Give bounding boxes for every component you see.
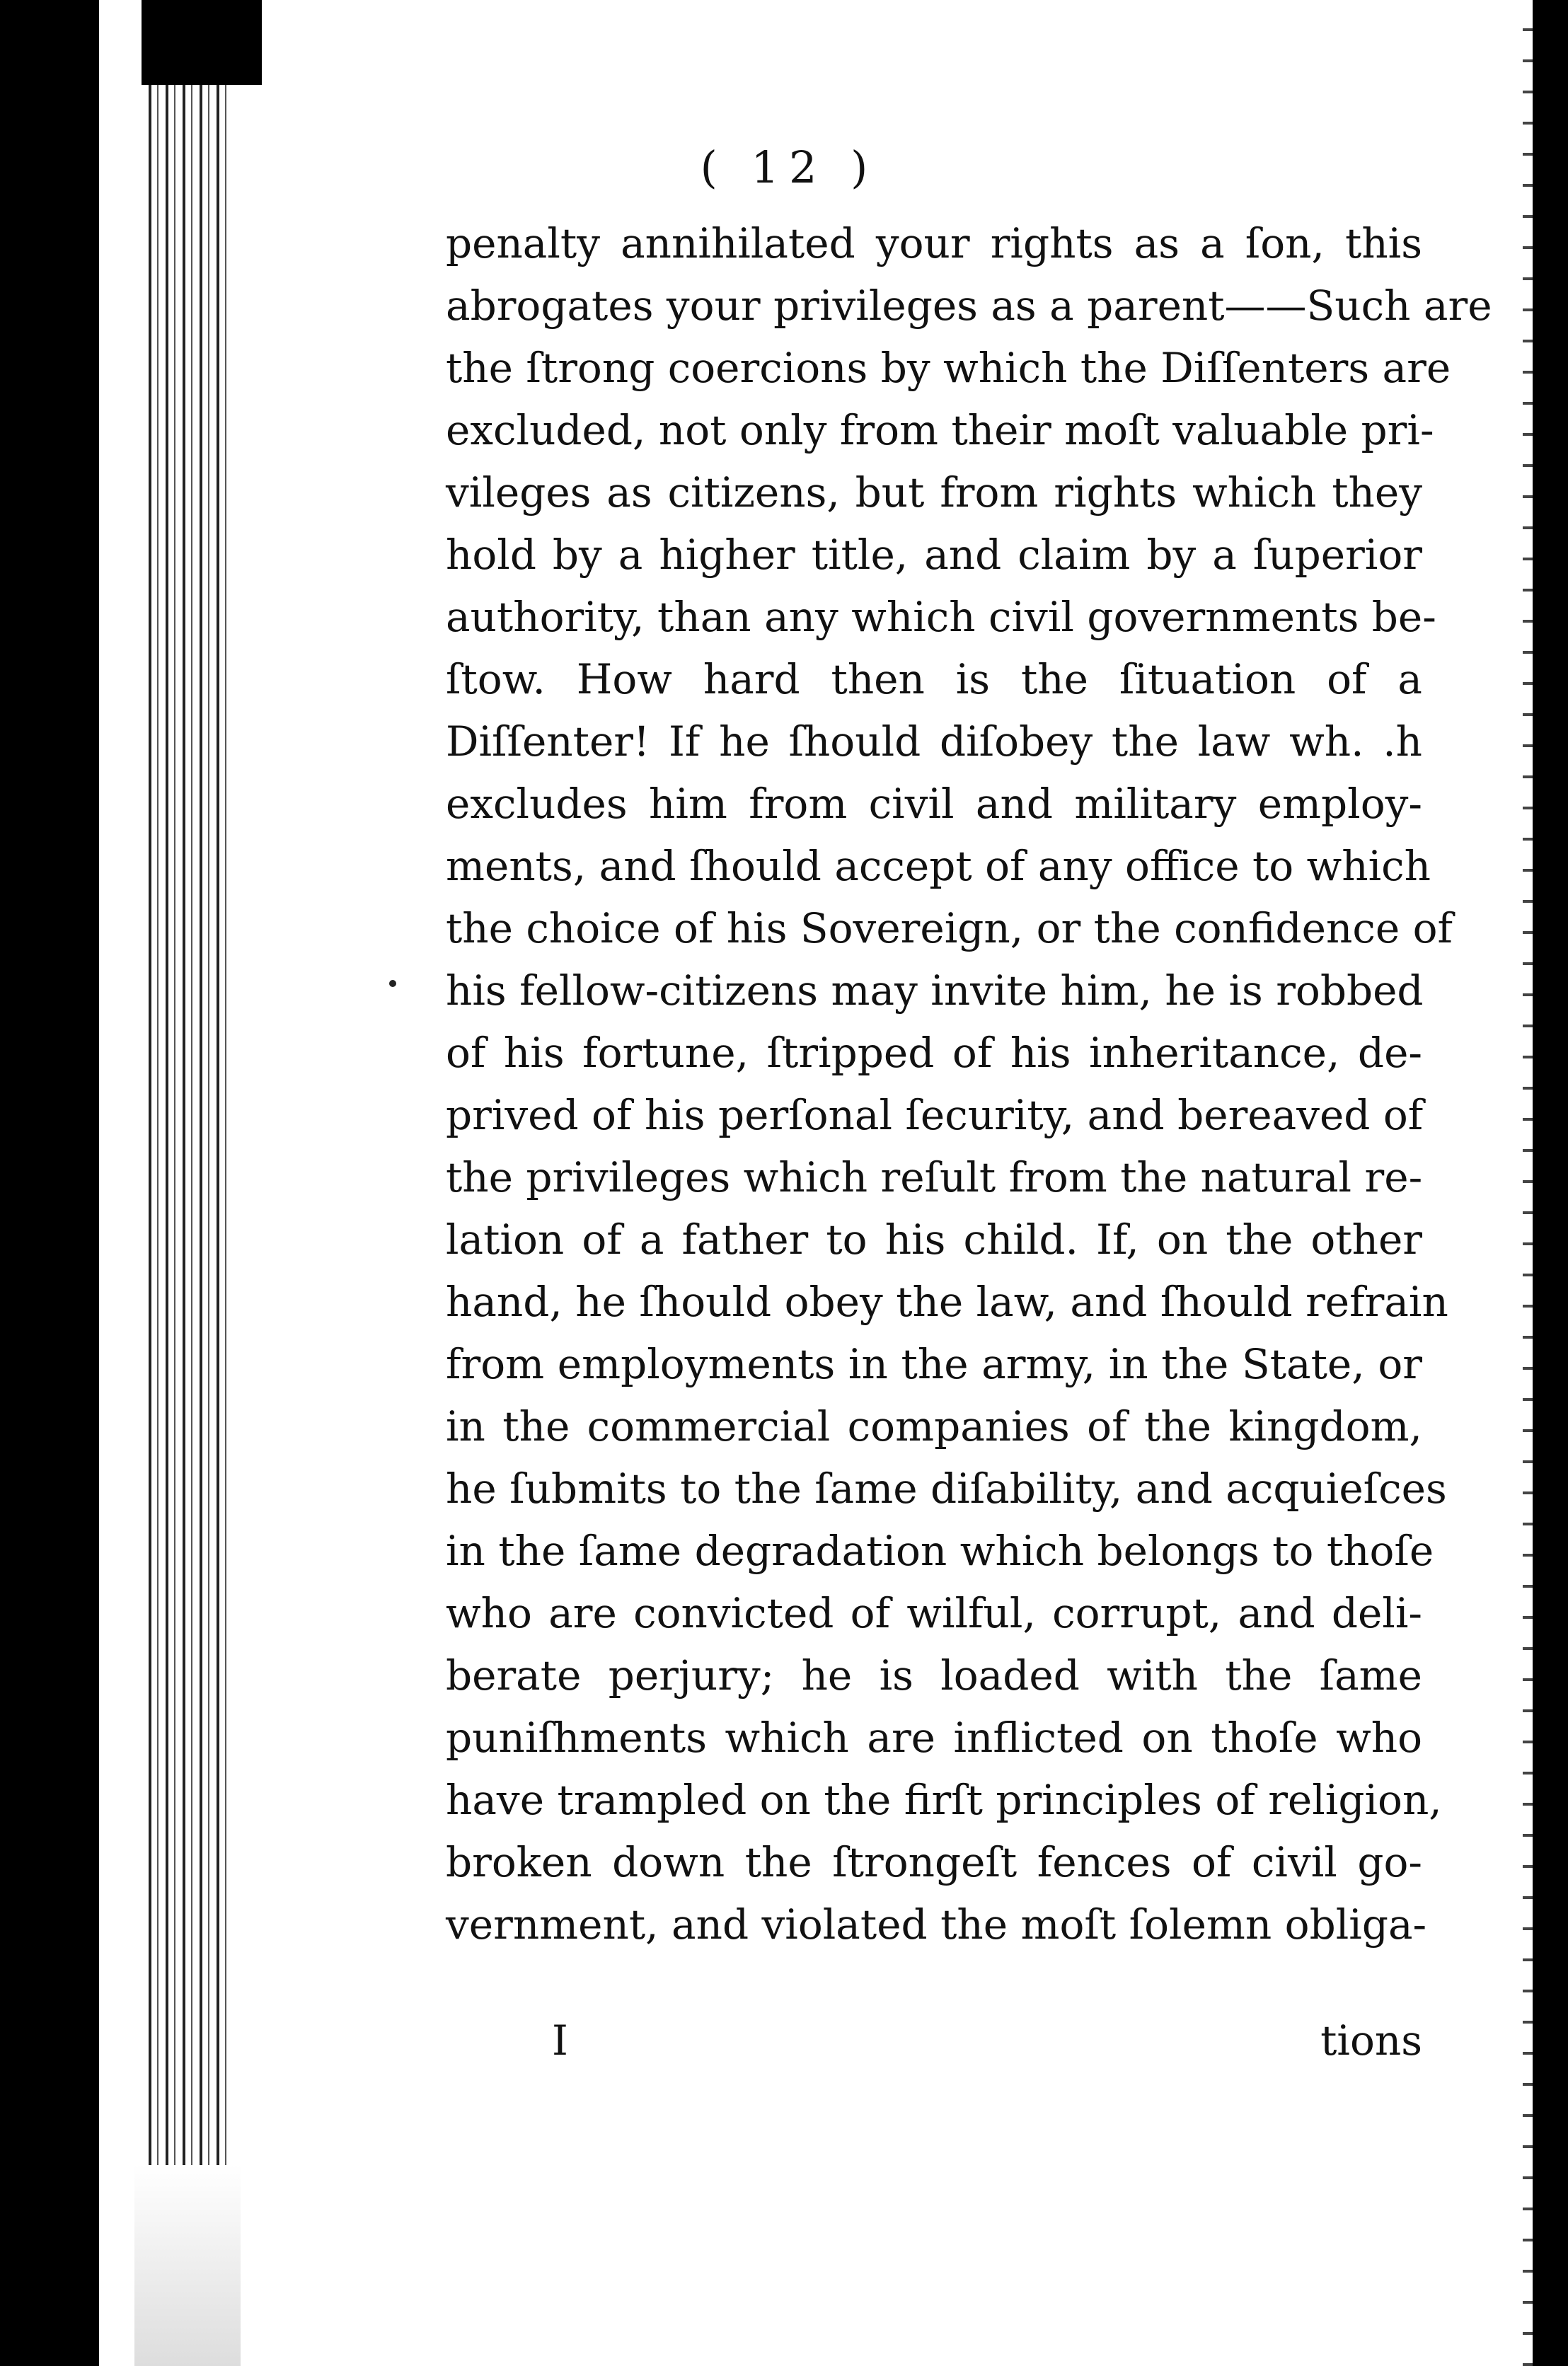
binding-shadow-top — [142, 0, 262, 85]
text-line: excludes him from civil and military employ- — [446, 780, 1422, 828]
text-line: in the ſame degradation which belongs to thoſe — [446, 1527, 1434, 1575]
page-edges-right — [1523, 0, 1533, 2366]
text-line: in the commercial companies of the kingdom, — [446, 1402, 1422, 1450]
text-line: his fellow-citizens may invite him, he is robbed — [446, 966, 1424, 1015]
margin-mark — [389, 980, 396, 987]
text-line: authority, than any which civil governments be- — [446, 593, 1436, 641]
text-line: the ſtrong coercions by which the Diſſenters are — [446, 344, 1451, 392]
text-line: penalty annihilated your rights as a ſon, this — [446, 219, 1422, 267]
text-line: the privileges which reſult from the natural re- — [446, 1153, 1423, 1201]
text-line: lation of a father to his child. If, on the other — [446, 1216, 1422, 1264]
page-edges-left — [142, 28, 226, 2236]
body-text — [446, 212, 1492, 1956]
scan-border-left — [0, 0, 99, 2366]
scan-border-right — [1533, 0, 1568, 2366]
text-line: berate perjury; he is loaded with the ſame — [446, 1651, 1422, 1700]
text-line: vileges as citizens, but from rights which they — [446, 468, 1422, 517]
text-line: of his fortune, ſtripped of his inheritance, de- — [446, 1029, 1422, 1077]
text-line: he ſubmits to the ſame diſability, and acquieſces — [446, 1465, 1447, 1513]
text-line: vernment, and violated the moſt ſolemn obliga- — [446, 1900, 1427, 1949]
printed-page — [396, 142, 1492, 2065]
text-line: ſtow. How hard then is the ſituation of a — [446, 655, 1422, 703]
text-line: who are convicted of wilful, corrupt, and deli- — [446, 1589, 1422, 1637]
text-line: Diſſenter! If he ſhould diſobey the law wh. .h — [446, 717, 1422, 766]
text-line: abrogates your privileges as a parent——Such are — [446, 282, 1492, 330]
catchword: tions — [1320, 2016, 1422, 2065]
text-line: hold by a higher title, and claim by a ſuperior — [446, 531, 1422, 579]
text-line: puniſhments which are inflicted on thoſe who — [446, 1714, 1422, 1762]
page-edges-bottom — [134, 2165, 241, 2366]
text-line: the choice of his Sovereign, or the confidence of — [446, 904, 1453, 952]
text-line: ments, and ſhould accept of any office to which — [446, 842, 1431, 890]
text-line: from employments in the army, in the State, or — [446, 1340, 1422, 1388]
text-line: have trampled on the firſt principles of religion, — [446, 1776, 1442, 1824]
text-line: prived of his perſonal ſecurity, and bereaved of — [446, 1091, 1424, 1139]
page-footer — [446, 2009, 1422, 2072]
text-line: excluded, not only from their moſt valuable pri- — [446, 406, 1434, 454]
text-line: hand, he ſhould obey the law, and ſhould refrain — [446, 1278, 1448, 1326]
text-line: broken down the ſtrongeſt fences of civil go- — [446, 1838, 1422, 1886]
signature-mark: I — [552, 2016, 568, 2065]
page-number: ( 12 ) — [700, 142, 878, 193]
